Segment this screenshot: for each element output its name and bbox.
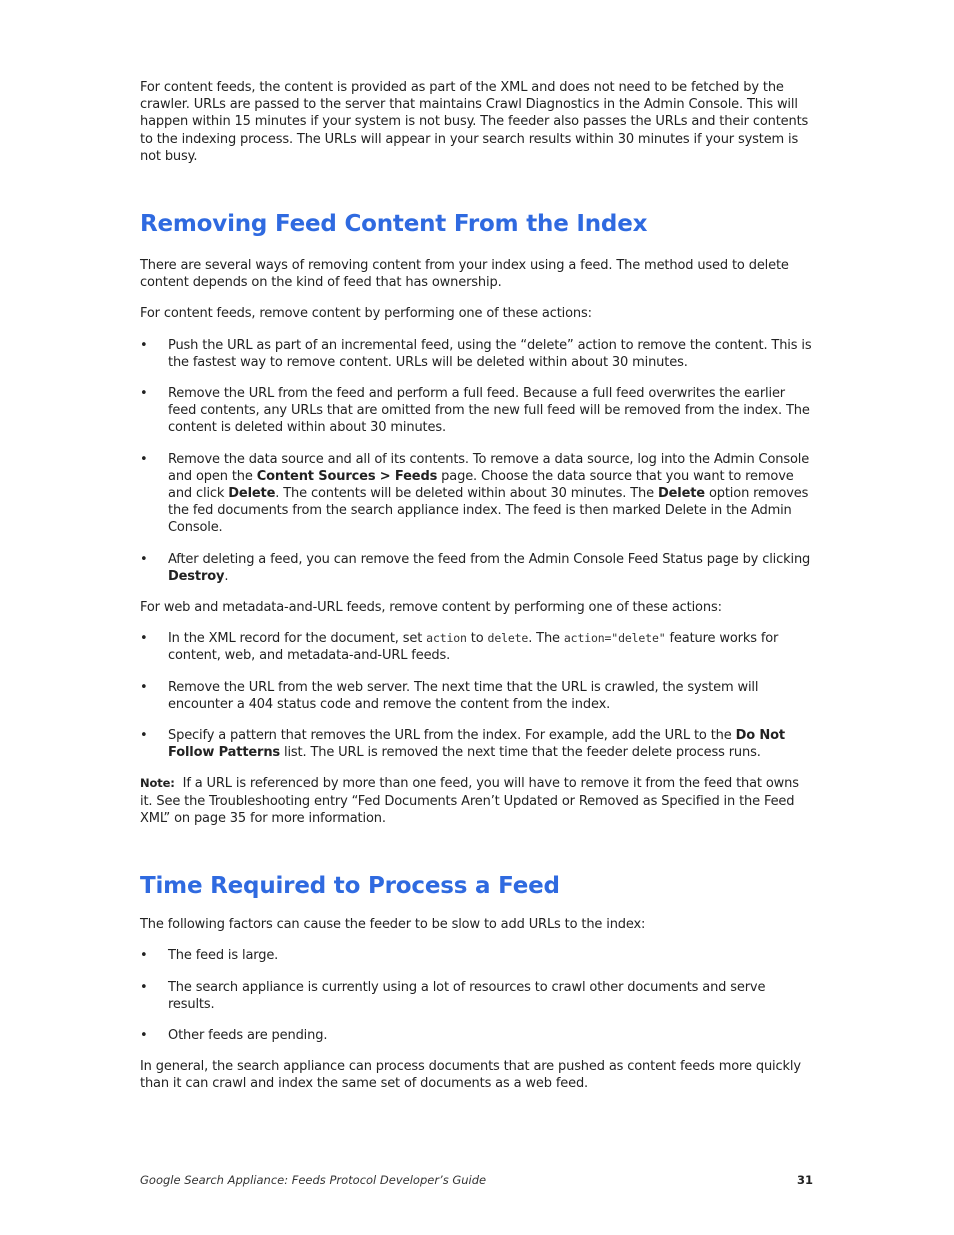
removing-paragraph-3: For web and metadata-and-URL feeds, remove content by performing one of these actions:: [140, 600, 722, 616]
footer-page-number: 31: [796, 1173, 813, 1187]
web-feed-actions-list: [140, 630, 812, 761]
code-delete: delete: [487, 631, 529, 646]
list-item-text: The search appliance is currently using a lot of resources to crawl other documents and serve results.: [168, 979, 766, 1012]
ui-term-do-not-follow-patterns: Do Not Follow Patterns: [168, 728, 785, 761]
bullet-icon: •: [140, 948, 148, 964]
document-body: [140, 79, 812, 1093]
list-item-text: . The contents will be deleted within about 30 minutes. The: [275, 486, 658, 502]
list-item-text: Other feeds are pending.: [168, 1027, 328, 1043]
list-item: [140, 947, 812, 964]
intro-paragraph: For content feeds, the content is provided as part of the XML and does not need to be fetched by the crawler. URLs are passed to the server that maintains Crawl Diagnostics in the Admin Console. This will happen within 15 minutes if your system is not busy. The feeder also passes the URLs and their contents to the indexing process. The URLs will appear in your search results within 30 minutes if your system is not busy.: [140, 80, 809, 164]
removing-paragraph-1: There are several ways of removing content from your index using a feed. The method used to delete content depends on the kind of feed that has ownership.: [140, 258, 789, 291]
note-label: Note:: [140, 776, 175, 791]
code-action-delete: action="delete": [563, 631, 666, 646]
bullet-icon: •: [140, 386, 148, 402]
bullet-icon: •: [140, 451, 148, 467]
section-heading-time: Time Required to Process a Feed: [140, 873, 560, 900]
list-item-text: . The: [528, 631, 564, 647]
list-item: [140, 679, 812, 713]
bullet-icon: •: [140, 1027, 148, 1043]
ui-term-destroy: Destroy: [168, 568, 225, 584]
page-footer: [140, 1173, 813, 1187]
list-item-text: The feed is large.: [168, 948, 279, 964]
list-item-text: In the XML record for the document, set: [168, 631, 427, 647]
bullet-icon: •: [140, 337, 148, 353]
list-item: [140, 385, 812, 437]
list-item-text: option removes the fed documents from the search appliance index. The feed is then marked Delete in the Admin Console.: [168, 486, 809, 536]
removing-paragraph-2: For content feeds, remove content by performing one of these actions:: [140, 306, 592, 322]
bullet-icon: •: [140, 631, 148, 647]
list-item: [140, 727, 812, 761]
list-item-text: .: [224, 568, 229, 584]
list-item: [140, 1027, 812, 1044]
time-paragraph-1: The following factors can cause the feeder to be slow to add URLs to the index:: [140, 917, 646, 933]
list-item-text: Push the URL as part of an incremental feed, using the “delete” action to remove the content. This is the fastest way to remove content. URLs will be deleted within about 30 minutes.: [168, 337, 812, 370]
list-item: [140, 979, 812, 1013]
list-item-text: Remove the URL from the feed and perform a full feed. Because a full feed overwrites the earlier feed contents, any URLs that are omitted from the new full feed will be removed from the index. The content is deleted within about 30 minutes.: [168, 386, 810, 436]
list-item-text: Remove the data source and all of its contents. To remove a data source, log into the Admin Console and open the: [168, 451, 810, 484]
list-item-text: feature works for content, web, and metadata-and-URL feeds.: [168, 631, 779, 664]
ui-term-content-sources-feeds: Content Sources > Feeds: [256, 468, 438, 484]
time-paragraph-2: In general, the search appliance can process documents that are pushed as content feeds more quickly than it can crawl and index the same set of documents as a web feed.: [140, 1059, 801, 1092]
list-item: [140, 451, 812, 537]
note-text: If a URL is referenced by more than one feed, you will have to remove it from the feed that owns it. See the Troubleshooting entry “Fed Documents Aren’t Updated or Removed as Specified in the Feed XML” on page 35 for more information.: [140, 776, 799, 826]
list-item: [140, 630, 812, 664]
list-item-text: Remove the URL from the web server. The next time that the URL is crawled, the system will encounter a 404 status code and remove the content from the index.: [168, 679, 759, 712]
bullet-icon: •: [140, 551, 148, 567]
list-item: [140, 551, 812, 585]
list-item: [140, 337, 812, 371]
bullet-icon: •: [140, 679, 148, 695]
footer-document-title: Google Search Appliance: Feeds Protocol Developer’s Guide: [140, 1173, 487, 1187]
bullet-icon: •: [140, 979, 148, 995]
section-heading-removing: Removing Feed Content From the Index: [140, 211, 648, 238]
slow-factors-list: [140, 947, 812, 1044]
list-item-text: Specify a pattern that removes the URL from the index. For example, add the URL to the: [168, 728, 736, 744]
list-item-text: After deleting a feed, you can remove the feed from the Admin Console Feed Status page by clicking: [168, 551, 811, 567]
code-action: action: [426, 631, 467, 646]
ui-term-delete: Delete: [228, 486, 276, 502]
bullet-icon: •: [140, 728, 148, 744]
content-feed-actions-list: [140, 337, 812, 585]
list-item-text: list. The URL is removed the next time that the feeder delete process runs.: [280, 745, 761, 761]
ui-term-delete: Delete: [657, 486, 705, 502]
list-item-text: to: [466, 631, 488, 647]
note: [140, 775, 812, 827]
list-item-text: page. Choose the data source that you want to remove and click: [168, 468, 794, 502]
